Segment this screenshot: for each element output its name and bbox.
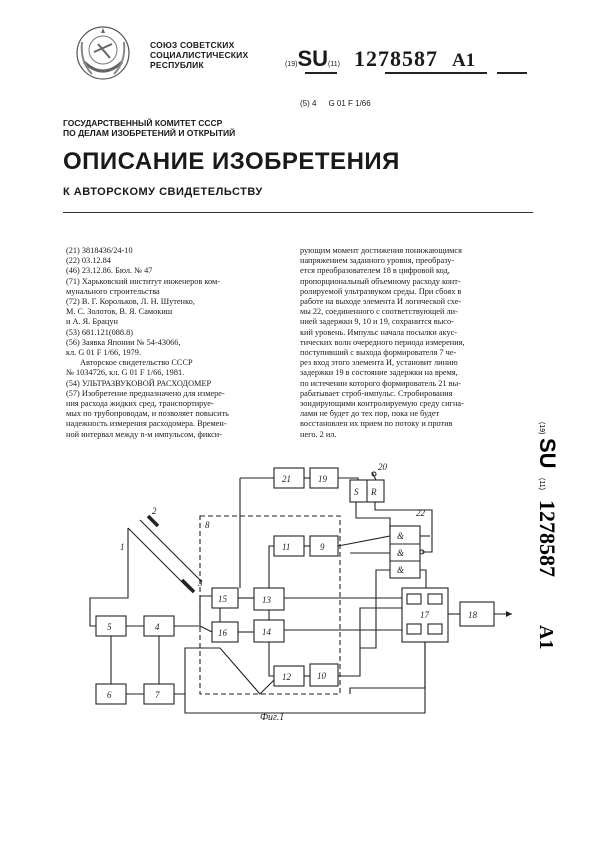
org-line: СОЦИАЛИСТИЧЕСКИХ: [150, 50, 249, 60]
wire: [360, 570, 390, 648]
text-line: (54) УЛЬТРАЗВУКОВОЙ РАСХОДОМЕР: [66, 378, 212, 388]
text-line: ния расхода жидких сред, транспортируе-: [66, 399, 214, 409]
wire: [185, 642, 425, 713]
label-12: 12: [282, 672, 291, 682]
label-11: 11: [282, 542, 291, 552]
text-line: (22) 03.12.84: [66, 256, 111, 266]
label-16: 16: [218, 628, 227, 638]
text-line: (71) Харьковский институт инженеров ком-: [66, 276, 221, 286]
label-17: 17: [420, 610, 429, 620]
label-22: 22: [416, 508, 425, 518]
document-title: ОПИСАНИЕ ИЗОБРЕТЕНИЯ: [63, 148, 400, 175]
label-14: 14: [262, 627, 271, 637]
side-strip: [532, 420, 562, 680]
text-line: (46) 23.12.86. Бюл. № 47: [66, 266, 153, 276]
label-1: 1: [120, 542, 125, 552]
block-17-cell: [428, 624, 442, 634]
wire: [174, 596, 212, 626]
text-line: тических волн очередного периода измерения,: [300, 337, 465, 347]
side-code-19: (19): [538, 422, 545, 435]
country-code: SU: [297, 46, 329, 71]
text-line: ется преобразователем 18 в цифровой код,: [300, 266, 450, 276]
committee-line: ГОСУДАРСТВЕННЫЙ КОМИТЕТ СССР: [63, 118, 223, 128]
text-line: задержки 19 в состояние задержки на время,: [300, 368, 458, 378]
text-line: № 1034726, кл. G 01 F 1/66, 1981.: [66, 368, 185, 378]
label-18: 18: [468, 610, 477, 620]
and-2: &: [397, 548, 405, 558]
patent-number: 1278587: [353, 46, 438, 71]
label-20: 20: [378, 462, 387, 472]
label-21: 21: [282, 474, 291, 484]
text-line: восстановлен их прием по потоку и против: [300, 419, 453, 429]
wire: [174, 648, 274, 694]
label-7: 7: [155, 690, 160, 700]
text-line: мы 22, соединенного с соответствующей ли-: [300, 307, 458, 317]
text-line: рующим момент достижения понижающимся: [300, 246, 462, 255]
block-17-cell: [428, 594, 442, 604]
abstract-column: [300, 246, 535, 440]
label-3: 3: [198, 578, 203, 588]
org-line: РЕСПУБЛИК: [150, 60, 204, 70]
text-line: ной интервал между n-м импульсом, фикси-: [66, 429, 222, 439]
side-number: 1278587: [535, 500, 560, 577]
label-8: 8: [205, 520, 210, 530]
text-line: (57) Изобретение предназначено для измере-: [66, 388, 225, 398]
text-line: напряжением заданного уровня, преобразу-: [300, 256, 455, 266]
code-19: (19): [285, 61, 298, 68]
wire: [338, 608, 402, 676]
text-line: (21) 3818436/24-10: [66, 246, 133, 255]
country-org: [150, 40, 248, 70]
label-5: 5: [107, 622, 112, 632]
wire: [420, 570, 426, 588]
label-9: 9: [320, 542, 325, 552]
org-line: СОЮЗ СОВЕТСКИХ: [150, 40, 235, 50]
text-line: надежность измерения расходомера. Времен-: [66, 419, 227, 429]
code-11: (11): [328, 61, 340, 68]
text-line: (53) 681.121(088.8): [66, 327, 134, 337]
text-line: кл. G 01 F 1/66, 1979.: [66, 348, 142, 358]
kind-code: A1: [451, 50, 476, 71]
label-19: 19: [318, 474, 327, 484]
label-6: 6: [107, 690, 112, 700]
text-line: него. 2 ил.: [300, 429, 337, 439]
text-line: и А. Я. Брацун: [66, 317, 118, 327]
figure-caption: Фиг.1: [260, 712, 285, 723]
label-s: S: [354, 487, 359, 497]
ipc-code: (5) 4: [300, 99, 317, 108]
wire: [350, 642, 425, 694]
text-line: ролируемой ультразвуком среды. При сбоях в: [300, 286, 462, 296]
text-line: работе на выходе элемента И логической схе-: [300, 297, 462, 307]
and-3: &: [397, 565, 405, 575]
text-line: (56) Заявка Японии № 54-43066,: [66, 337, 181, 347]
label-10: 10: [317, 671, 326, 681]
block-8-frame: [200, 516, 340, 694]
transducer-3: [182, 580, 194, 592]
text-line: Авторское свидетельство СССР: [80, 358, 193, 368]
committee-line: ПО ДЕЛАМ ИЗОБРЕТЕНИЙ И ОТКРЫТИЙ: [63, 128, 236, 138]
label-13: 13: [262, 595, 271, 605]
label-4: 4: [155, 622, 160, 632]
text-line: пропорциональный объемному расходу конт-: [300, 276, 461, 286]
ipc-line: [300, 99, 371, 108]
text-line: мых по трубопроводам, и позволяет повысить: [66, 409, 229, 419]
text-line: (72) В. Г. Корольков, Л. Н. Шутенко,: [66, 297, 195, 307]
block-17-cell: [407, 624, 421, 634]
separator: [63, 212, 533, 213]
wire: [200, 626, 212, 632]
wire: [356, 502, 390, 530]
wire: [338, 536, 390, 546]
block-18: [460, 602, 494, 626]
label-15: 15: [218, 594, 227, 604]
wire: [269, 546, 274, 588]
text-line: кий уровень. Импульс начала посылки акус-: [300, 327, 458, 337]
side-country: SU: [535, 438, 560, 469]
pipe-line: [128, 528, 190, 590]
transducer-2: [148, 516, 158, 526]
text-line: М. С. Золотов, В. Я. Самокиш: [66, 307, 173, 317]
side-kind: A1: [535, 625, 557, 650]
logic-22: [390, 526, 420, 578]
ussr-emblem: [72, 22, 134, 84]
text-line: рабатывает строб-импульс. Стробирования: [300, 388, 453, 398]
text-line: рез вход этого элемента И, установит линию: [300, 358, 458, 368]
ipc-class: G 01 F 1/66: [328, 99, 371, 108]
wire: [269, 642, 274, 676]
text-line: по истечении которого формирователь 21 вы-: [300, 378, 461, 388]
block-17-cell: [407, 594, 421, 604]
arrow-head: [506, 611, 512, 617]
text-line: лами не будет до тех пор, пока не будет: [300, 409, 440, 419]
committee: [63, 118, 235, 138]
and-1: &: [397, 531, 405, 541]
pipe-line: [140, 520, 202, 582]
text-line: мунального строительства: [66, 286, 160, 296]
side-code-11: (11): [538, 478, 545, 490]
document-subtitle: К АВТОРСКОМУ СВИДЕТЕЛЬСТВУ: [63, 186, 263, 198]
bibliographic-column: [66, 246, 296, 440]
label-2: 2: [152, 506, 157, 516]
label-r: R: [371, 487, 377, 497]
text-line: нией задержки 9, 10 и 19, сохранится высо-: [300, 317, 454, 327]
text-line: поступивший с выхода формирователя 7 че-: [300, 348, 457, 358]
circuit-figure: [60, 448, 520, 733]
text-line: зондирующими контролируемую среду сигна-: [300, 399, 464, 409]
